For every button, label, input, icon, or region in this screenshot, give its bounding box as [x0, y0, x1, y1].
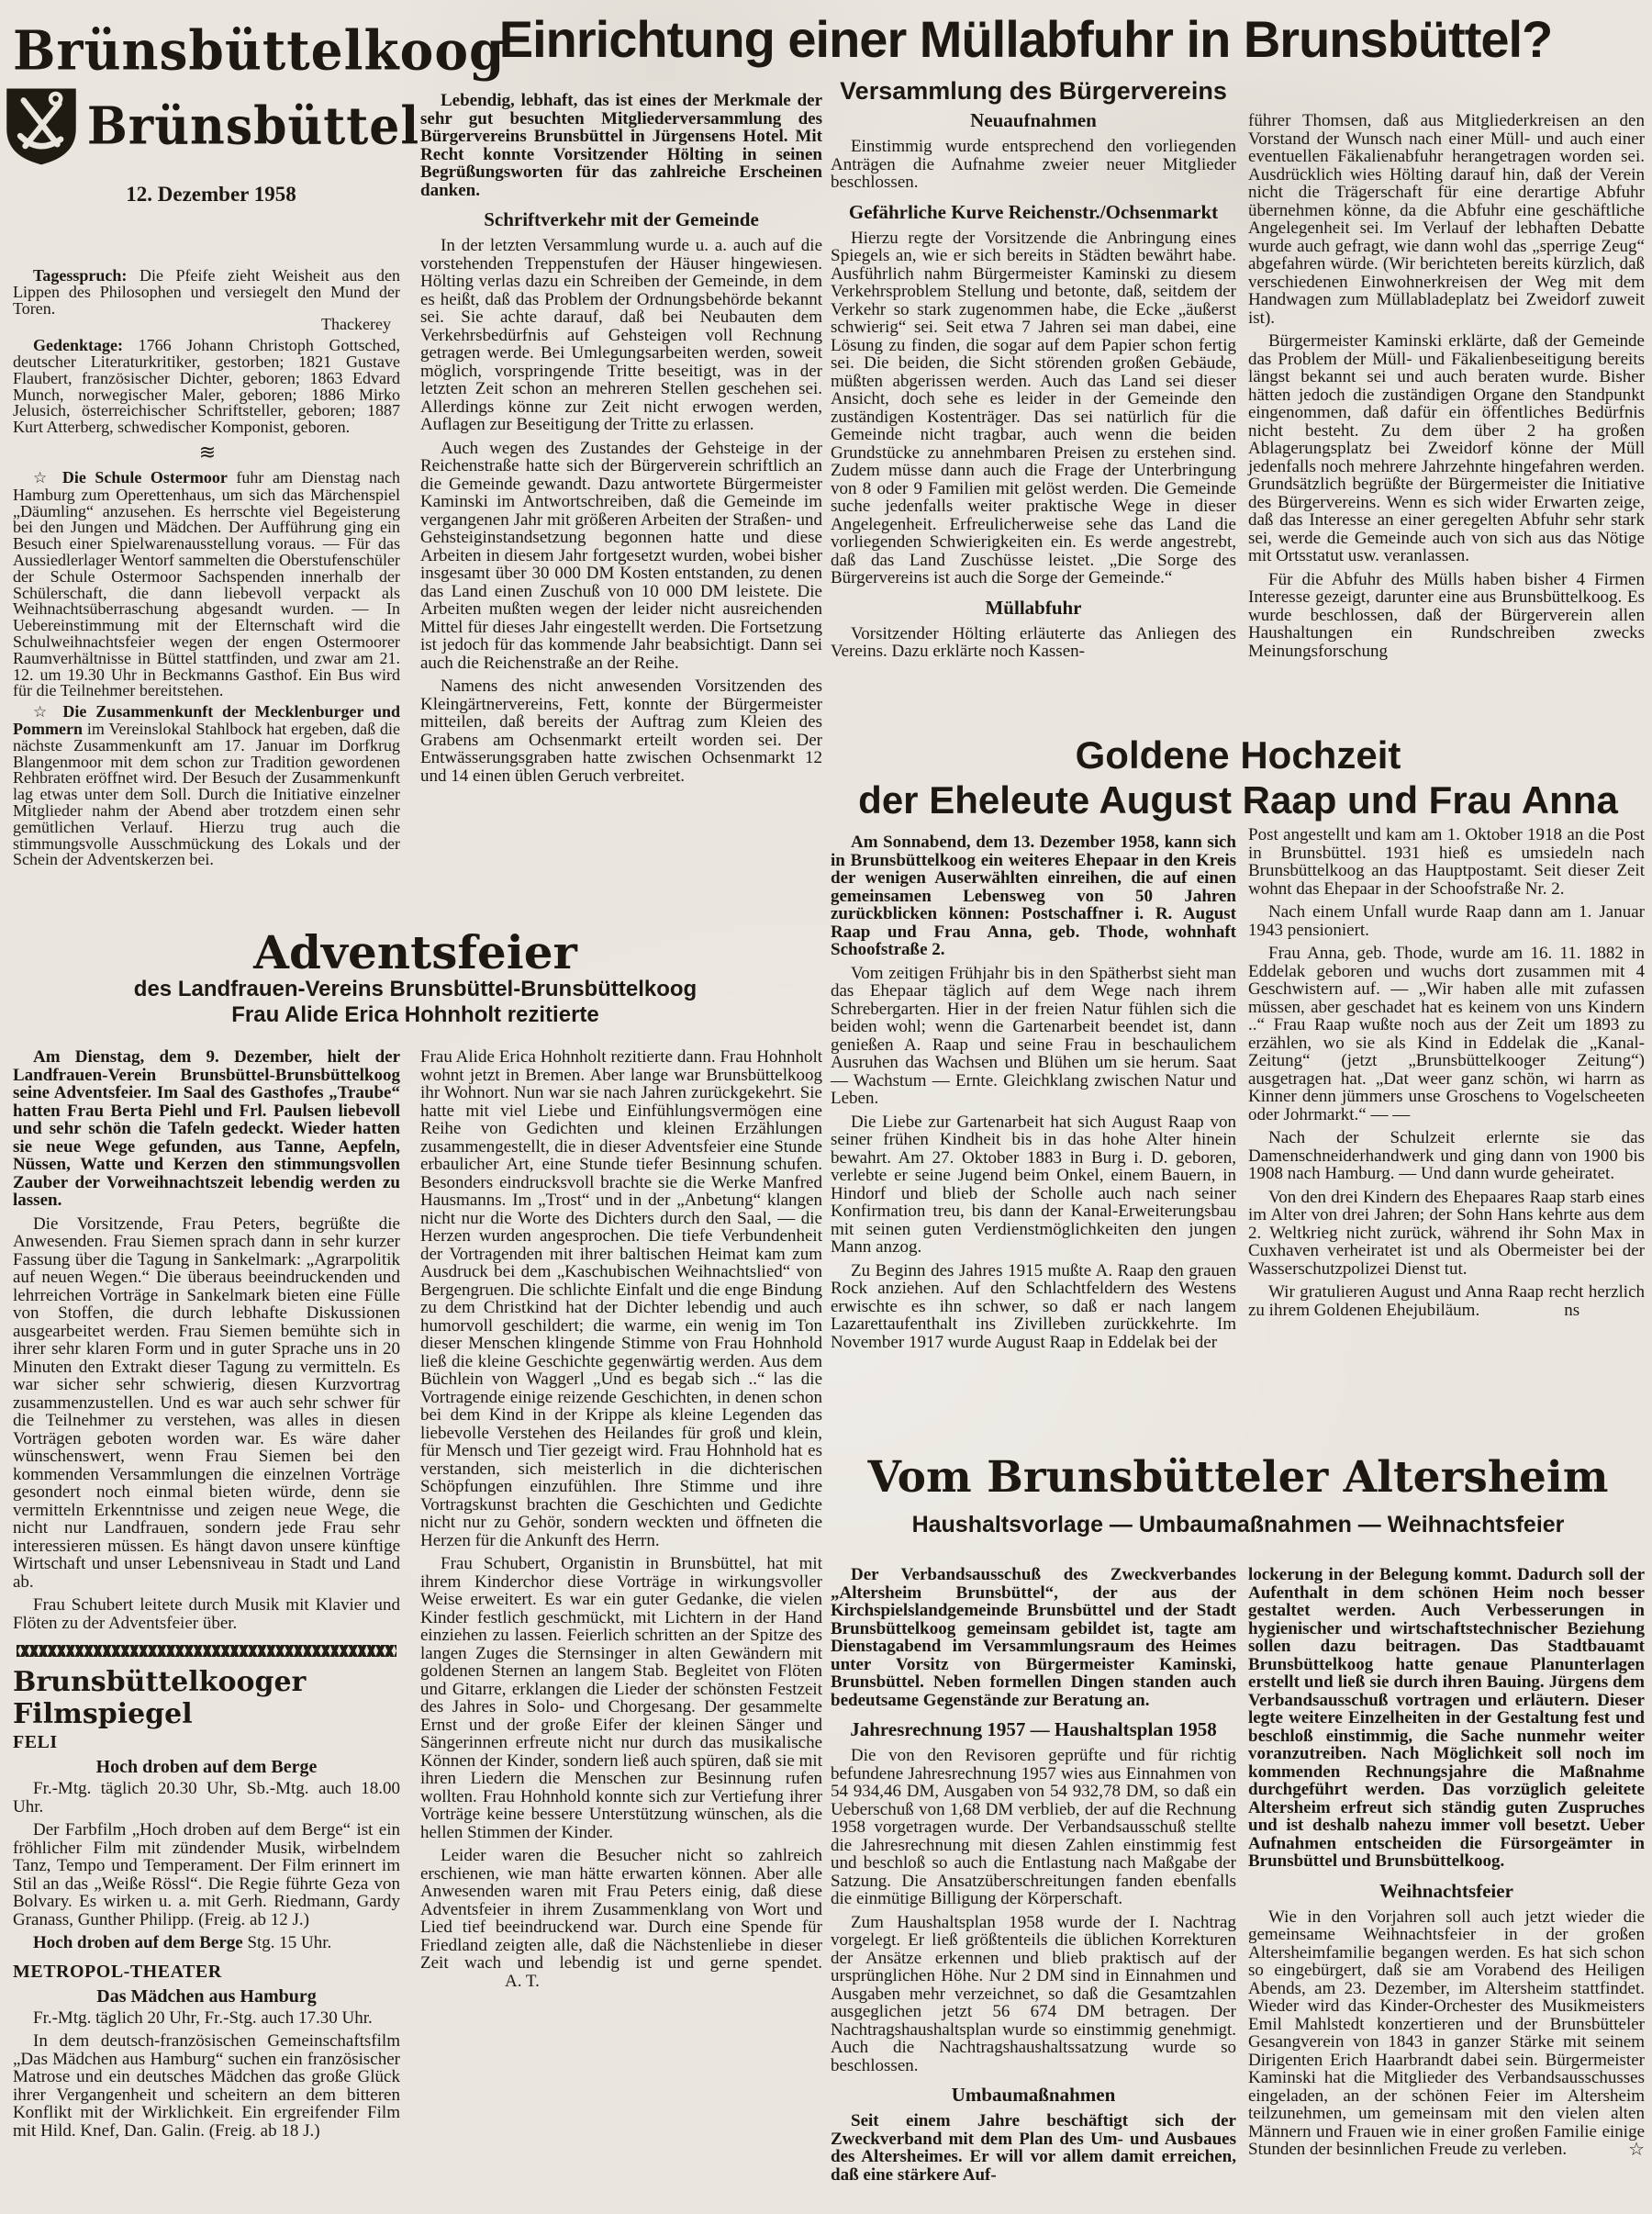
gedenktage-paragraph: [13, 338, 400, 436]
body-paragraph: Zum Haushaltsplan 1958 wurde der I. Nachtrag vorgelegt. Er ließ größtenteils die üblichen Korrekturen der Ansätze erkennen und blieb praktisch auf der ursprünglichen Höhe. Nur 2 DM sind in Einnahmen und Ausgaben mehr verzeichnet, so daß die Gesamtzahlen ausgeglichen jetzt 56 674 DM betragen. Der Nachtragshaushaltsplan wurde so einstimmig genehmigt. Auch die Nachtragshaushaltssatzung wurde so beschlossen.: [831, 1912, 1236, 2075]
body-paragraph: Frau Schubert, Organistin in Brunsbüttel, hat mit ihrem Kinderchor diese Vorträge in wirkungsvoller Weise erweitert. Es war ein guter Gedanke, die vielen Kinder festlich geschmückt, mit Lichtern in der Hand einziehen zu lassen. Feierlich schritten an der Spitze des langen Zuges die Sternsinger in alten Gewändern mit goldenen Sternen an langem Stab. Begleitet von Flöten und Gitarre, erklangen die Lieder der schönsten Festzeit des Jahres in Solo- und Chorgesang. Der gesammelte Ernst und der große Eifer der kleinen Sänger und Sängerinnen erfreute nicht nur durch das musikalische Können der Kinder, sondern ließ auch spüren, daß sie mit ihren Liedern die Menschen zur Besinnung rufen wollten. Frau Hohnhold konnte sich zur Vertiefung ihrer Vorträge keine bessere Unterstützung wünschen, als die hellen Stimmen der Kinder.: [420, 1554, 822, 1842]
altersheim-left-column: [831, 1566, 1236, 2189]
subhead-neuaufnahmen: Neuaufnahmen: [970, 109, 1097, 131]
muell-article-left-column: [420, 92, 822, 790]
film-note: [13, 1934, 400, 1952]
news-item: [13, 467, 400, 700]
rope-divider-ornament: [17, 1645, 396, 1657]
adventsfeier-right-column: [420, 1048, 822, 1996]
film-title: Hoch droben auf dem Berge: [95, 1757, 318, 1777]
end-star-icon: ☆: [1628, 2138, 1645, 2160]
altersheim-headline: Vom Brunsbütteler Altersheim: [867, 1452, 1609, 1503]
hochzeit-headline: [831, 732, 1646, 822]
tagesspruch-text: Die Pfeife zieht Weisheit aus den Lippen des Philosophen und versiegelt den Mund der Toren.: [13, 266, 401, 318]
altersheim-right-column: [1248, 1566, 1645, 2164]
cinema-name-metropol: METROPOL-THEATER: [13, 1961, 222, 1982]
news-item-text: fuhr am Dienstag nach Hamburg zum Operettenhaus, um sich das Märchenspiel „Däumling“ anzusehen. Es herrschte viel Begeisterung bei den Jungen und Mädchen. Der Aufführung ging ein Besuch einer Spielwarenausstellung voraus. — Für das Aussiedlerlager Wentorf sammelten die Oberstufenschüler der Schule Ostermoor Sachspenden innerhalb der Schülerschaft, die dann liebevoll verpackt als Weihnachtsüberraschung abgesandt wurden. — In Uebereinstimmung mit der Elternschaft wird die Schulweihnachtsfeier wegen der engen Ostermoorer Raumverhältnisse in Büttel stattfinden, und zwar am 21. 12. um 19.30 Uhr in Beckmanns Gasthof. Ein Bus wird für die Teilnehmer bereitstehen.: [13, 467, 400, 700]
masthead-date: 12. Dezember 1958: [126, 183, 296, 206]
body-paragraph: In der letzten Versammlung wurde u. a. auch auf die vorstehenden Treppenstufen der Häuser hingewiesen. Hölting verlas dazu ein Schreiben der Gemeinde, in dem es heißt, daß das Problem der Ordnungsbehörde bekannt sei. Sie achte darauf, daß bei Neubauten dem Verkehrsbedürfnis auf Gehsteigen voll Rechnung getragen werde. Bei Umlegungsarbeiten werden, soweit möglich, vorspringende Tritte beseitigt, was in der letzten Zeit schon an mehreren Stellen geschehen sei. Allerdings könne zur Zeit nicht erwogen werden, Auflagen zur Beseitigung der Tritte zu erlassen.: [420, 236, 822, 434]
masthead-title-line1: Brünsbüttelkoog: [13, 17, 506, 83]
body-paragraph: Für die Abfuhr des Mülls haben bisher 4 Firmen Interesse gezeigt, darunter eine aus Brunsbüttelkoog. Es wurde beschlossen, daß der Bürgerverein allen Haushaltungen ein Rundschreiben zwecks Meinungsforschung: [1248, 569, 1645, 661]
subhead-schriftverkehr: Schriftverkehr mit der Gemeinde: [484, 208, 759, 230]
film-note-text: Stg. 15 Uhr.: [247, 1933, 332, 1952]
body-paragraph: Die von den Revisoren geprüfte und für richtig befundene Jahresrechnung 1957 wies aus Einnahmen von 54 934,46 DM, Ausgaben von 54 932,78 DM, so daß ein Ueberschuß von 1,68 DM verblieb, der auf die Rechnung 1958 vorgetragen wurde. Der Verbandsausschuß stellte die Jahresrechnung mit diesen Zahlen einstimmig fest und beschloß so auch die Entlastung nach Maßgabe der Satzung. Die Ansatzüberschreitungen fanden ebenfalls die einmütige Billigung der Körperschaft.: [831, 1746, 1236, 1908]
paragraph-text: Wir gratulieren August und Anna Raap recht herzlich zu ihrem Goldenen Ehejubiläum.: [1248, 1282, 1645, 1320]
tagesspruch-paragraph: [13, 268, 400, 333]
body-paragraph: Frau Anna, geb. Thode, wurde am 16. 11. 1882 in Eddelak geboren und wuchs dort zusammen mit 4 Geschwistern auf. — „Wir haben alle mit zufassen müssen, aber geschadet hat es keinem von uns Kindern ..“ Frau Raap wußte noch aus der Zeit um 1893 zu erzählen, wo sie als Kind in Eddelak die „Kanal-Zeitung“ (jetzt „Brunsbüttelkooger Zeitung“) ausgetragen hat. „Dat weer ganz schön, wi harrn as Kinner denn jümmers unse Groschens to Vogelscheeten oder Johrmarkt.“ — —: [1248, 944, 1645, 1124]
body-paragraph: Bürgermeister Kaminski erklärte, daß der Gemeinde das Problem der Müll- und Fäkalienbeseitigung bereits längst bekannt sei und auch beraten wurde. Bisher hätten jedoch die zuständigen Organe den Standpunkt eingenommen, daß dafür ein öffentliches Bedürfnis nicht besteht. Zu dem über 2 ha großen Ablagerungsplatz bei Zweidorf könne der Müll jedenfalls noch mehrere Jahrzehnte hingefahren werden. Grundsätzlich begrüßte der Bürgermeister die Initiative des Bürgervereins. Wenn es sich wider Erwarten zeige, daß das Interesse an einer geregelten Abfuhr sehr stark sei, werde die Gemeinde auch von sich aus das Nötige mit Ortsstatut usw. veranlassen.: [1248, 331, 1645, 565]
news-item-text: im Vereinslokal Stahlbock hat ergeben, daß die nächste Zusammenkunft am 17. Januar im Dorfkrug Blangenmoor mit dem schon zur Tradition gewordenen Rehbraten eröffnet wird. Der Besuch der Zusammenkunft lag etwas unter dem Soll. Durch die Initiative einzelner Mitglieder nahm der Abend aber trotzdem einen sehr gemütlichen Verlauf. Hierzu trug auch die stimmungsvolle Ausschmückung des Lokals und der Schein der Adventskerzen bei.: [13, 719, 401, 869]
body-paragraph: Vorsitzender Hölting erläuterte das Anliegen des Vereins. Dazu erklärte noch Kassen-: [831, 623, 1236, 661]
film-times: Fr.-Mtg. täglich 20.30 Uhr, Sb.-Mtg. auch 18.00 Uhr.: [13, 1779, 400, 1817]
body-paragraph: Hierzu regte der Vorsitzende die Anbringung eines Spiegels an, wie er sich bereits in Städten bewährt habe. Ausführlich nahm Bürgermeister Kaminski zu diesem Verkehrsproblem Stellung und betonte, daß, seitdem der Verkehr so stark zugenommen habe, die Ecke „äußerst schwierig“ sei. Seit etwa 7 Jahren sei man dabei, eine Lösung zu finden, die sogar auf dem Papier schon fertig sei. Die beiden, die Sicht störenden großen Gebäude, müßten abgerissen werden. Auch das Land sei dieser Ansicht, doch sehe es leider in der Gemeinde den zuständigen Kostenträger. Das sei natürlich für die Gemeinde nicht tragbar, auch wenn die beiden Grundstücke zu annehmbaren Preisen zu erstehen sind. Zudem müsse dann auch die Frage der Unterbringung von 8 oder 9 Familien mit gelöst werden. Die Gemeinde suche jedenfalls weiter praktische Wege in dieser Angelegenheit. Erfreulicherweise sehe das Land die vorliegenden Schwierigkeiten ein. Es werde angestrebt, daß das Land Zuschüsse leistet. „Die Sorge des Bürgervereins ist auch die Sorge der Gemeinde.“: [831, 228, 1236, 587]
masthead: [13, 17, 506, 207]
hochzeit-lede: Am Sonnabend, dem 13. Dezember 1958, kann sich in Brunsbüttelkoog ein weiteres Ehepaar in den Kreis der wenigen Auserwählten einreihen, die auf einen gemeinsamen Lebensweg von 50 Jahren zurückblicken können: Postschaffner i. R. August Raap und Frau Anna, geb. Thode, wohnhaft Schoofstraße 2.: [831, 833, 1236, 959]
author-signature: A. T.: [505, 1971, 540, 1991]
hochzeit-headline-line1: Goldene Hochzeit: [1075, 733, 1401, 777]
adventsfeier-headline-block: [0, 925, 831, 1028]
gedenktage-label: Gedenktage:: [33, 336, 123, 355]
muell-article-headline: Einrichtung einer Müllabfuhr in Brunsbüttel?: [498, 10, 1553, 68]
star-icon: ☆: [33, 468, 52, 487]
film-note-lead: Hoch droben auf dem Berge: [33, 1933, 243, 1952]
body-paragraph: Von den drei Kindern des Ehepaares Raap starb eines im Alter von drei Jahren; der Sohn Hans kehrte aus dem 2. Weltkrieg nicht zurück, während ihr Sohn Max in Cuxhaven verheiratet ist und als Obermeister bei der Wasserschutzpolizei Dienst tut.: [1248, 1187, 1645, 1279]
filmspiegel-header: Brunsbüttelkooger Filmspiegel: [13, 1666, 307, 1730]
muell-article-middle-column: [831, 77, 1236, 666]
body-paragraph: Auch wegen des Zustandes der Gehsteige in der Reichenstraße hatte sich der Bürgerverein schriftlich an die Gemeinde gewandt. Dazu antwortete Bürgermeister Kaminski im Antwortschreiben, daß die Gemeinde im vergangenen Jahr mit größeren Arbeiten der Straßen- und Gehsteiginstandsetzung begonnen hatte und diese Arbeiten in diesem Jahr fortgesetzt wurden, wobei bisher insgesamt über 30 000 DM Kosten entstanden, zu denen das Land einen Zuschuß von 10 000 DM leistete. Die Arbeiten mußten wegen der leider nicht ausreichenden Mittel für dieses Jahr eingestellt werden. Die Fortsetzung ist jedoch für das kommende Jahr beabsichtigt. Dann sei auch die Reichenstraße an der Reihe.: [420, 438, 822, 673]
subhead-umbaumassnahmen: Umbaumaßnahmen: [951, 2084, 1116, 2106]
body-paragraph: Die Liebe zur Gartenarbeit hat sich August Raap von seiner frühen Kindheit bis in das hohe Alter hinein bewahrt. Am 27. Oktober 1883 in Burg i. D. geboren, verlebte er seine Jugend beim Onkel, einem Bauern, in Hindorf und blieb der Scholle auch nach seiner Konfirmation treu, bis dann der Kanal-Erweiterungsbau mit seinen guten Verdienstmöglichkeiten den jungen Mann anzog.: [831, 1112, 1236, 1257]
versammlung-heading: Versammlung des Bürgervereins: [840, 77, 1227, 105]
news-item-lead: Die Zusammenkunft der Mecklenburger und Pommern: [13, 702, 401, 738]
muell-article-right-column: [1248, 112, 1645, 665]
author-signature: ns: [1564, 1300, 1580, 1320]
umbau-lede-continuation: lockerung in der Belegung kommt. Dadurch soll der Aufenthalt in dem schönen Heim noch besser gestaltet werden. Auch Verbesserungen in hygienischer und wirtschaftstechnischer Beziehung sollen dazu beitragen. Das Stadtbauamt Brunsbüttelkoog hatte genaue Planunterlagen erstellt und ließ sie durch ihren Bauing. Jürgens dem Verbandsausschuß vortragen und erläutern. Dieser legte weitere Einzelheiten in der Gestaltung fest und beschloß einstimmig, die Sache nunmehr weiter voranzutreiben. Nach Möglichkeit soll noch im kommenden Rechnungsjahre die Maßnahme durchgeführt werden. Das vorzüglich geleitete Altersheim erfreut sich ständig guten Zuspruches und ist deshalb nahezu immer voll besetzt. Ueber Aufnahmen entscheiden die Fürsorgeämter in Brunsbüttel und Brunsbüttelkoog.: [1248, 1565, 1645, 1871]
adventsfeier-subhead1: des Landfrauen-Vereins Brunsbüttel-Brunsbüttelkoog: [133, 977, 698, 1001]
body-paragraph: Namens des nicht anwesenden Vorsitzenden des Kleingärtnervereins, Fett, konnte der Bürgermeister mitteilen, daß bereits der Auftrag zum Kleien des Grabens am Ochsenmarkt erteilt worden sei. Der Entwässerungsgraben hatte zwischen Ochsenmarkt 12 und 14 einen üblen Geruch verbreitet.: [420, 676, 822, 786]
umbau-lede-left: Seit einem Jahre beschäftigt sich der Zweckverband mit dem Plan des Um- und Ausbaues des Altersheimes. Er will vor allem damit erreichen, daß eine stärkere Auf-: [831, 2111, 1236, 2185]
film-review: In dem deutsch-französischen Gemeinschaftsfilm „Das Mädchen aus Hamburg“ suchen ein französischer Matrose und ein deutsches Mädchen das große Glück ihrer Vergangenheit und scheitern an dem bitteren Konflikt mit der Wirklichkeit. Ein ergreifender Film mit Hild. Knef, Dan. Galin. (Freig. ab 18 J.): [13, 2031, 400, 2141]
paragraph-text: Wie in den Vorjahren soll auch jetzt wieder die gemeinsame Weihnachtsfeier in der großen Altersheimfamilie begangen werden. Es hat sich schon so eingebürgert, daß sie am Vorabend des Heiligen Abends, am 23. Dezember, im Altersheim stattfindet. Wieder wird das Kinder-Orchester des Musikmeisters Emil Mahlstedt konzertieren und der Brunsbütteler Gesangverein von 1843 in ganzer Stärke mit seinem Dirigenten Erich Haarbrandt dabei sein. Bürgermeister Kaminski hat die Mitglieder des Verbandsausschusses eingeladen, an der schönen Feier im Altersheim teilzunehmen, um gemeinsam mit den vielen alten Männern und Frauen wie in einer großen Familie einige Stunden der besinnlichen Freude zu verleben.: [1248, 1906, 1645, 2159]
body-paragraph: Frau Schubert leitete durch Musik mit Klavier und Flöten zu der Adventsfeier über.: [13, 1595, 400, 1633]
adventsfeier-lede: Am Dienstag, dem 9. Dezember, hielt der Landfrauen-Verein Brunsbüttel-Brunsbüttelkoog seine Adventsfeier. Im Saal des Gasthofes „Traube“ hatten Frau Berta Piehl und Frl. Paulsen liebevoll und sehr schön die Tafeln gedeckt. Wieder hatten sie neue Wege gefunden, aus Tanne, Aepfeln, Nüssen, Watte und Kerzen den stimmungsvollen Zauber der Vorweihnachtszeit lebendig werden zu lassen.: [13, 1047, 400, 1210]
altersheim-headline-block: [831, 1452, 1646, 1538]
news-item: [13, 704, 400, 868]
muell-article-lede: Lebendig, lebhaft, das ist eines der Merkmale der sehr gut besuchten Mitgliederversammlung des Bürgervereins Brunsbüttel in Jürgensens Hotel. Mit Recht konnte Vorsitzender Hölting in seinen Begrüßungsworten für das zahlreiche Erscheinen danken.: [420, 91, 822, 200]
star-icon: ☆: [33, 703, 52, 722]
subhead-weihnachtsfeier: Weihnachtsfeier: [1379, 1879, 1513, 1902]
body-paragraph: Nach einem Unfall wurde Raap dann am 1. Januar 1943 pensioniert.: [1248, 902, 1645, 940]
film-times: Fr.-Mtg. täglich 20 Uhr, Fr.-Stg. auch 17.30 Uhr.: [33, 2007, 373, 2028]
tagesspruch-label: Tagesspruch:: [33, 266, 128, 285]
adventsfeier-left-column: [13, 1048, 400, 2145]
tagesspruch-attribution: Thackerey: [321, 315, 391, 334]
body-paragraph: [1248, 1283, 1645, 1319]
body-paragraph: Zu Beginn des Jahres 1915 mußte A. Raap den grauen Rock anziehen. Auf den Schlachtfeldern des Westens erwischte es ihn schwer, so daß er nach langem Lazarettaufenthalt ins Zivilleben zurückkehrte. Im November 1917 wurde August Raap in Eddelak bei der: [831, 1260, 1236, 1352]
hochzeit-left-column: [831, 833, 1236, 1357]
adventsfeier-subhead2: Frau Alide Erica Hohnholt rezitierte: [231, 1002, 599, 1027]
altersheim-lede: Der Verbandsausschuß des Zweckverbandes „Altersheim Brunsbüttel“, der aus der Kirchspielslandgemeinde Brunsbüttel und der Stadt Brunsbüttelkoog gemeinsam gebildet ist, tagte am Dienstagabend im Versammlungsraum des Heimes unter Vorsitz von Bürgermeister Kaminski, Brunsbüttel. Neben formellen Dingen standen auch bedeutsame Gegenstände zur Beratung an.: [831, 1565, 1236, 1710]
body-paragraph: Nach der Schulzeit erlernte sie das Damenschneiderhandwerk und ging dann von 1900 bis 1908 nach Hamburg. — Und dann wurde geheiratet.: [1248, 1128, 1645, 1183]
hochzeit-right-column: [1248, 826, 1645, 1325]
local-notes-column: [13, 268, 400, 873]
news-item-lead: Die Schule Ostermoor: [61, 467, 228, 486]
squiggle-divider-ornament: ≋: [198, 441, 215, 464]
body-paragraph: [1248, 1908, 1645, 2159]
body-paragraph: Post angestellt und kam am 1. Oktober 1918 an die Post in Brunsbüttel. 1931 hieß es umsiedeln nach Brunsbüttelkoog an das Hauptpostamt. Seit dieser Zeit wohnt das Ehepaar in der Schoofstraße Nr. 2.: [1248, 825, 1645, 899]
cinema-name-feli: FELI: [13, 1732, 58, 1752]
masthead-title-line2: Brünsbüttel: [86, 95, 420, 156]
gedenktage-text: 1766 Johann Christoph Gottsched, deutscher Literaturkritiker, gestorben; 1821 Gustave Flaubert, französischer Dichter, geboren; 1863 Edvard Munch, norwegischer Maler, geboren; 1886 Mirko Jelusich, österreichischer Schriftsteller, geboren; 1887 Kurt Atterberg, schwedischer Komponist, geboren.: [13, 336, 400, 437]
subhead-muellabfuhr: Müllabfuhr: [985, 596, 1082, 619]
body-paragraph: Frau Alide Erica Hohnholt rezitierte dann. Frau Hohnholt wohnt jetzt in Bremen. Aber lange war Brunsbüttelkoog ihr Wohnort. Nun war sie nach Jahren zurückgekehrt. Sie hatte mit viel Liebe und Einfühlungsvermögen eine Reihe von Gedichten und kleinen Erzählungen zusammengestellt, die in dieser Adventsfeier eine Stunde erbaulicher Art, eine Stunde tiefer Besinnung schufen. Besonders eindrucksvoll brachte sie die Werke Manfred Hausmanns. Im „Trost“ und in der „Anbetung“ klangen nicht nur die Worte des Dichters durch den Saal, — die Herzen wurden angesprochen. Die tiefe Verbundenheit der Vortragenden mit ihrer baltischen Heimat kam zum Ausdruck bei dem „Kaschubischen Weihnachtslied“ von Bergengruen. Die schlichte Einfalt und die enge Bindung zu dem Christkind hat der Dichter lebendig und auch humorvoll geschildert; die warme, ein wenig im Ton dieser Menschen klingende Stimme von Frau Hohnhold ließ die kleine Geschichte gegenwärtig werden. Aus dem Büchlein von Waggerl „Und es begab sich ..“ las die Vortragende einige reizende Geschichten, in denen schon bei dem Kind in der Krippe als kleine Legenden das liebevolle Verstehen des Heilandes für groß und klein, für Mensch und Tier gezeigt wird. Frau Hohnhold hat es verstanden, sich meisterlich in die dichterischen Schöpfungen einzufühlen. Ihre Stimme und ihre Vortragskunst brachten die Geschichten und Gedichte nicht nur zu Gehör, sondern weckten und öffneten die Herzen für die Ankunft des Herrn.: [420, 1047, 822, 1550]
body-paragraph: Vom zeitigen Frühjahr bis in den Spätherbst sieht man das Ehepaar täglich auf dem Wege nach ihrem Schrebergarten. Hier in der freien Natur fühlen sich die beiden wohl; wenn die Gartenarbeit beendet ist, dann genießen A. Raap und seine Frau in beschaulichem Ausruhen das Wachsen und Blühen um sie herum. Saat — Wachstum — Ernte. Gleichklang zwischen Natur und Leben.: [831, 963, 1236, 1108]
brunsbuettel-crest-logo: [3, 84, 80, 168]
body-paragraph: Die Vorsitzende, Frau Peters, begrüßte die Anwesenden. Frau Siemen sprach dann in sehr kurzer Fassung über die Tagung in Sankelmark: „Agrarpolitik auf neuen Wegen.“ Die überaus beeindruckenden und lehrreichen Vorträge in Sankelmark bieten eine Fülle von Stoffen, die durch lebhafte Diskussionen ausgearbeitet werden. Frau Siemen bemühte sich in ihrer sehr klaren Form und in guter Sprache uns in 20 Minuten den Extrakt dieser Tagung zu vermitteln. Es war sicher sehr schwierig, diesen Kurzvortrag zusammenzustellen. Und es war auch sehr schwer für die Teilnehmer zu verstehen, was alles in diesen Vorträgen geboten worden war. Es wäre daher wünschenswert, wenn Frau Siemen bei den kommenden Versammlungen die einzelnen Vorträge gesondert noch einmal bieten würde, denn sie vermitteln Erkenntnisse und zeigen neue Wege, die nicht nur Landfrauen, sondern jede Frau sehr interessieren müssen. Es hängt davon unsere künftige Wirtschaft und unser Lebensniveau in Stadt und Land ab.: [13, 1213, 400, 1592]
film-review: Der Farbfilm „Hoch droben auf dem Berge“ ist ein fröhlicher Film mit zündender Musik, wirbelndem Tanz, Tempo und Temperament. Der Film erinnert im Stil an das „Weiße Rössl“. Die Regie führte Geza von Bolvary. Es wirken u. a. mit Gerh. Riedmann, Gardy Granass, Gunther Philipp. (Freig. ab 12 J.): [13, 1820, 400, 1929]
hochzeit-headline-line2: der Eheleute August Raap und Frau Anna: [858, 778, 1618, 822]
paragraph-text: Leider waren die Besucher nicht so zahlreich erschienen, wie man hätte erwarten können. Aber alle Anwesenden waren mit Frau Peters einig, daß diese Adventsfeier in ihrem Zusammenklang von Wort und Lied tief beeindruckend war. Durch eine Spende für Friedland zeigten alle, daß die Nächstenliebe in dieser Zeit wach und lebendig ist und gerne spendet.: [420, 1846, 822, 1973]
subhead-gefaehrliche-kurve: Gefährliche Kurve Reichenstr./Ochsenmarkt: [848, 200, 1219, 223]
body-paragraph: [420, 1847, 822, 1990]
body-paragraph: führer Thomsen, daß aus Mitgliederkreisen an den Vorstand der Wunsch nach einer Müll- und auch einer eventuellen Fäkalienabfuhr herangetragen worden sei. Ausdrücklich wies Hölting darauf hin, daß der Verein nicht die Trägerschaft für eine derartige Abfuhr übernehmen könne, da die Abfuhr eine geschäftliche Angelegenheit sei. Im Verlauf der lebhaften Debatte wurde auch gefragt, wie dann wohl das „sperrige Zeug“ abgefahren würde. (Wir berichteten bereits kürzlich, daß verschiedenen Einwohnerkreisen der Weg mit dem Handwagen zum Müllabladeplatz bei Zweidorf zuweit ist).: [1248, 111, 1645, 328]
subhead-jahresrechnung: Jahresrechnung 1957 — Haushaltsplan 1958: [850, 1718, 1217, 1740]
altersheim-subhead: Haushaltsvorlage — Umbaumaßnahmen — Weihnachtsfeier: [911, 1512, 1565, 1538]
film-title: Das Mädchen aus Hamburg: [96, 1985, 317, 2007]
adventsfeier-headline: Adventsfeier: [253, 925, 577, 979]
body-paragraph: Einstimmig wurde entsprechend den vorliegenden Anträgen die Aufnahme zweier neuer Mitglieder beschlossen.: [831, 137, 1236, 192]
